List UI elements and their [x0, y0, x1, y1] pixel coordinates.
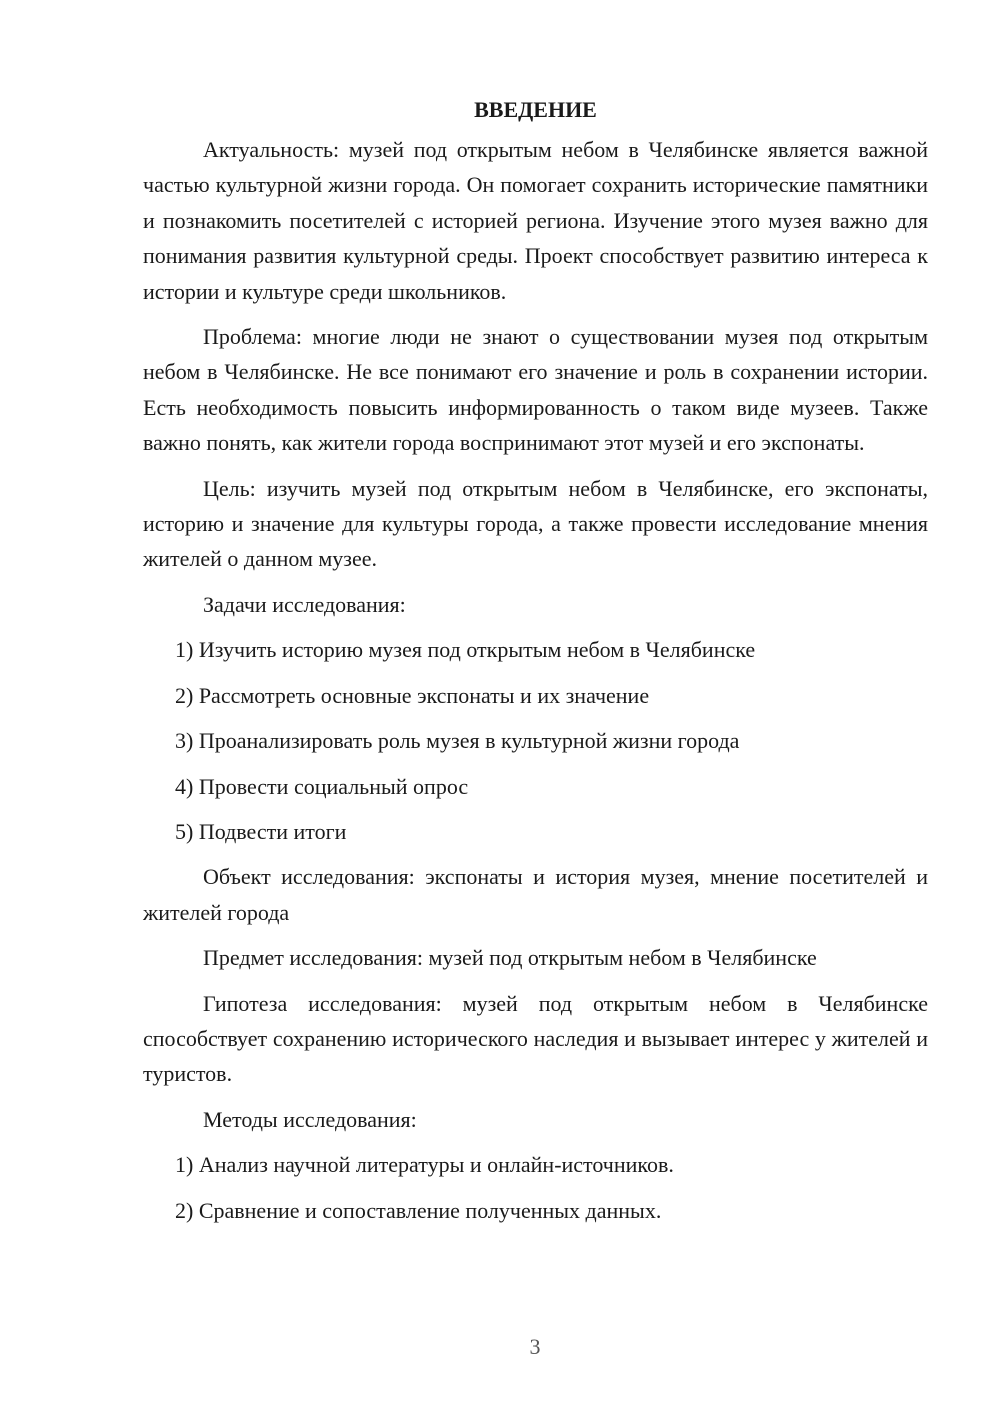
- subject-paragraph: Предмет исследования: музей под открытым небом в Челябинске: [203, 945, 817, 971]
- document-body: [143, 92, 928, 1238]
- problem-paragraph: Проблема: многие люди не знают о существовании музея под открытым небом в Челябинске. Не все понимают его значение и роль в сохранении истории. Есть необходимость повысить информированность о таком виде музеев. Также важно понять, как жители города воспринимают этот музей и его экспонаты.: [143, 324, 928, 456]
- methods-list: [143, 1147, 928, 1228]
- relevance-paragraph: Актуальность: музей под открытым небом в Челябинске является важной частью культурной жизни города. Он помогает сохранить исторические памятники и познакомить посетителей с историей региона. Изучение этого музея важно для понимания развития культурной среды. Проект способствует развитию интереса к истории и культуре среди школьников.: [143, 137, 928, 304]
- list-item: 3) Проанализировать роль музея в культурной жизни города: [175, 728, 740, 754]
- object-paragraph: Объект исследования: экспонаты и история музея, мнение посетителей и жителей города: [143, 864, 928, 925]
- page-number: 3: [529, 1334, 541, 1359]
- methods-title: Методы исследования:: [203, 1106, 417, 1132]
- list-item: 1) Изучить историю музея под открытым небом в Челябинске: [175, 637, 756, 663]
- tasks-title: Задачи исследования:: [203, 591, 406, 617]
- list-item: 1) Анализ научной литературы и онлайн-источников.: [175, 1152, 674, 1178]
- list-item: 2) Сравнение и сопоставление полученных данных.: [175, 1197, 662, 1223]
- section-heading: ВВЕДЕНИЕ: [474, 97, 597, 122]
- goal-paragraph: Цель: изучить музей под открытым небом в Челябинске, его экспонаты, историю и значение для культуры города, а также провести исследование мнения жителей о данном музее.: [143, 475, 928, 572]
- list-item: 2) Рассмотреть основные экспонаты и их значение: [175, 682, 650, 708]
- list-item: 5) Подвести итоги: [175, 818, 347, 844]
- list-item: 4) Провести социальный опрос: [175, 773, 469, 799]
- tasks-list: [143, 632, 928, 849]
- hypothesis-paragraph: Гипотеза исследования: музей под открытым небом в Челябинске способствует сохранению исторического наследия и вызывает интерес у жителей и туристов.: [143, 990, 928, 1087]
